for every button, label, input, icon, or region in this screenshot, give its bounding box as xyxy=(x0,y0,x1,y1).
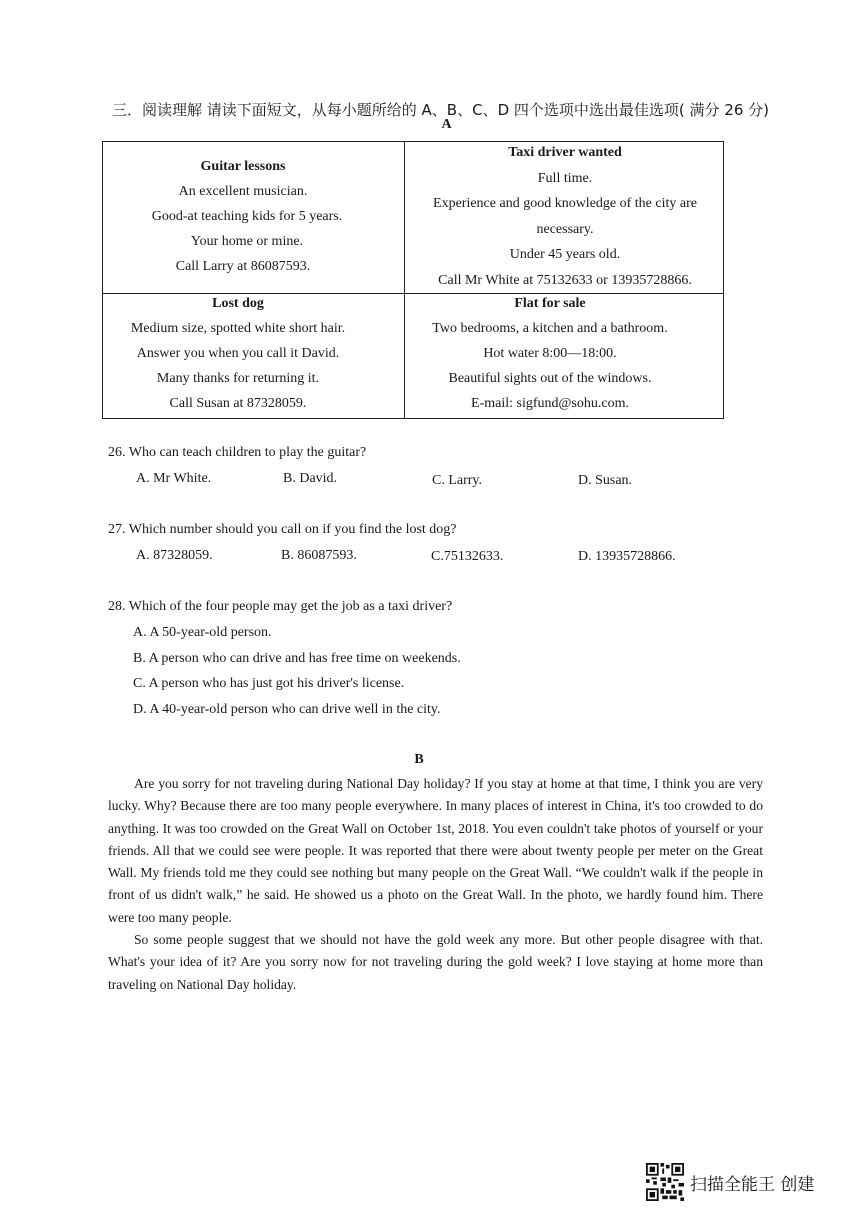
question-28: 28. Which of the four people may get the job as a taxi driver? xyxy=(108,599,453,614)
ad-guitar-lessons xyxy=(103,154,383,279)
ad-line: Call Susan at 87328059. xyxy=(169,396,307,411)
ad-line: Many thanks for returning it. xyxy=(156,371,320,386)
option-27-c: C.75132633. xyxy=(431,549,504,564)
option-28-c: C. A person who has just got his driver's license. xyxy=(133,676,405,691)
ad-flat-for-sale xyxy=(405,291,695,416)
section-header: 三．阅读理解 请读下面短文，从每小题所给的 A、B、C、D 四个选项中选出最佳选项( 满分 26 分) xyxy=(112,101,769,119)
ad-line: Call Larry at 86087593. xyxy=(175,259,311,274)
ad-line: E-mail: sigfund@sohu.com. xyxy=(471,396,629,411)
question-26: 26. Who can teach children to play the guitar? xyxy=(108,445,367,460)
ad-line: Hot water 8:00—18:00. xyxy=(483,346,617,361)
ad-taxi-driver xyxy=(405,140,725,293)
option-26-b: B. David. xyxy=(283,471,338,486)
ad-title: Lost dog xyxy=(212,296,264,311)
option-28-b: B. A person who can drive and has free time on weekends. xyxy=(133,651,461,666)
ads-table xyxy=(102,141,724,419)
ad-line: Your home or mine. xyxy=(190,234,304,249)
section-b-title: B xyxy=(414,752,424,767)
ad-title: Guitar lessons xyxy=(200,159,286,174)
qr-code-icon xyxy=(646,1163,684,1201)
ad-line: Medium size, spotted white short hair. xyxy=(130,321,346,336)
ad-line: Full time. xyxy=(537,170,593,186)
ad-line: Call Mr White at 75132633 or 13935728866. xyxy=(438,272,692,288)
passage-paragraph: So some people suggest that we should not have the gold week any more. But other people disagree with that. What's your idea of it? Are you sorry now for not traveling during the gold week? I love staying at home more than traveling on National Day holiday. xyxy=(108,932,763,992)
watermark-text: 扫描全能王 创建 xyxy=(690,1174,815,1195)
ad-title: Taxi driver wanted xyxy=(508,145,622,160)
ad-line: Under 45 years old. xyxy=(509,247,621,262)
ad-lost-dog xyxy=(103,291,373,416)
ad-line: Beautiful sights out of the windows. xyxy=(448,371,652,386)
ad-line: Good-at teaching kids for 5 years. xyxy=(151,209,343,224)
ad-title: Flat for sale xyxy=(514,296,586,311)
passage-b xyxy=(108,773,763,996)
question-27: 27. Which number should you call on if you find the lost dog? xyxy=(108,522,457,537)
ad-line: Answer you when you call it David. xyxy=(136,346,340,361)
section-a-title: A xyxy=(441,117,452,132)
ad-line: Experience and good knowledge of the city are xyxy=(433,196,697,211)
option-27-b: B. 86087593. xyxy=(281,548,357,563)
option-28-d: D. A 40-year-old person who can drive well in the city. xyxy=(133,702,441,717)
option-26-a: A. Mr White. xyxy=(136,471,212,486)
option-27-a: A. 87328059. xyxy=(136,548,213,563)
ad-line: necessary. xyxy=(536,221,594,237)
ad-line: Two bedrooms, a kitchen and a bathroom. xyxy=(432,321,668,336)
passage-paragraph: Are you sorry for not traveling during National Day holiday? If you stay at home at that time, I think you are very lucky. Why? Because there are too many people everywhere. In many places of interest in China, it's too crowded to do anything. It was too crowded on the Great Wall on October 1st, 2018. You even couldn't take photos of yourself or your friends. All that we could see were people. It was reported that there were about twenty people per meter on the Great Wall. My friends told me they could see nothing but many people on the Great Wall. “We couldn't walk if the people in front of us didn't walk,” he said. He showed us a photo on the Great Wall. In the photo, we hardly found him. There were too many people. xyxy=(108,776,763,925)
option-27-d: D. 13935728866. xyxy=(578,549,676,564)
scanner-watermark xyxy=(646,1163,814,1201)
option-26-c: C. Larry. xyxy=(432,473,483,488)
option-28-a: A. A 50-year-old person. xyxy=(133,625,272,640)
option-26-d: D. Susan. xyxy=(578,473,633,488)
ad-line: An excellent musician. xyxy=(178,184,308,199)
